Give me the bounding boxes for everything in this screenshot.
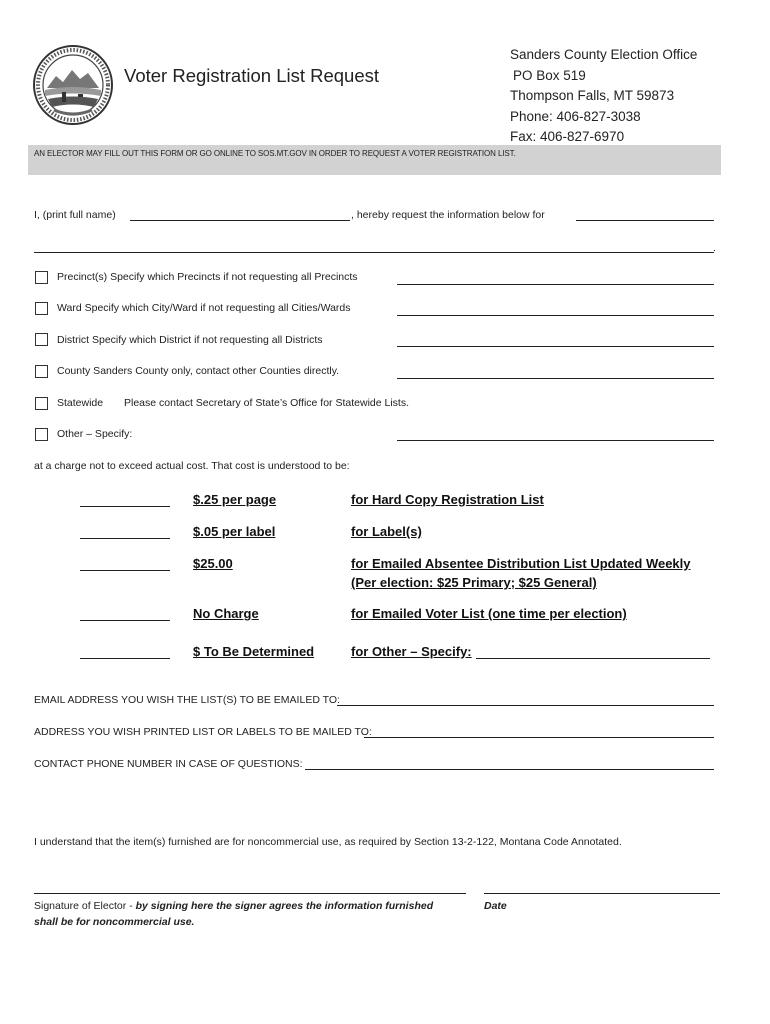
fee-voter-list-desc: for Emailed Voter List (one time per election) <box>351 606 627 621</box>
fee-absentee-price: $25.00 <box>193 556 233 571</box>
fee-other-desc: for Other – Specify: <box>351 644 472 659</box>
charge-statement: at a charge not to exceed actual cost. That cost is understood to be: <box>34 460 350 472</box>
date-label: Date <box>484 900 507 912</box>
fee-absentee-desc: for Emailed Absentee Distribution List Updated Weekly <box>351 556 691 571</box>
signature-label <box>34 900 433 912</box>
signature-label-text: Signature of Elector - <box>34 900 136 912</box>
fee-hard-copy-desc: for Hard Copy Registration List <box>351 492 544 507</box>
fee-absentee-qty-field[interactable] <box>80 570 170 571</box>
fee-hard-copy-qty-field[interactable] <box>80 506 170 507</box>
request-middle: , hereby request the information below for <box>351 209 545 221</box>
option-statewide-note: Please contact Secretary of State’s Office for Statewide Lists. <box>124 397 410 409</box>
checkbox-district[interactable] <box>35 333 48 346</box>
office-po-box: PO Box 519 <box>513 67 586 83</box>
email-label: EMAIL ADDRESS YOU WISH THE LIST(S) TO BE EMAILED TO: <box>34 694 340 706</box>
request-purpose-field[interactable] <box>576 220 714 221</box>
office-city: Thompson Falls, MT 59873 <box>510 88 675 103</box>
checkbox-county[interactable] <box>35 365 48 378</box>
signature-note-line-2: shall be for noncommercial use. <box>34 916 195 928</box>
precinct-specify-field[interactable] <box>397 284 714 285</box>
checkbox-precinct[interactable] <box>35 271 48 284</box>
request-end-mark: . <box>713 242 716 254</box>
office-phone: Phone: 406-827-3038 <box>510 108 641 124</box>
other-specify-field[interactable] <box>397 440 714 441</box>
option-precinct-label: Precinct(s) Specify which Precincts if not requesting all Precincts <box>57 271 358 283</box>
mailing-address-label: ADDRESS YOU WISH PRINTED LIST OR LABELS TO BE MAILED TO: <box>34 726 372 738</box>
form-title: Voter Registration List Request <box>124 65 380 86</box>
date-field[interactable] <box>484 893 720 894</box>
instruction-banner <box>28 145 721 175</box>
fee-absentee-desc-2: (Per election: $25 Primary; $25 General) <box>351 575 597 590</box>
fee-label-qty-field[interactable] <box>80 538 170 539</box>
checkbox-statewide[interactable] <box>35 397 48 410</box>
contact-phone-field[interactable] <box>305 769 714 770</box>
request-prefix: I, (print full name) <box>34 209 116 221</box>
option-other-label: Other – Specify: <box>57 428 133 440</box>
fee-label-price: $.05 per label <box>193 524 276 539</box>
office-fax: Fax: 406-827-6970 <box>510 129 625 144</box>
fee-label-desc: for Label(s) <box>351 524 422 539</box>
fee-other-specify-field[interactable] <box>476 658 710 659</box>
option-district-label: District Specify which District if not requesting all Districts <box>57 334 323 346</box>
instruction-banner-text: AN ELECTOR MAY FILL OUT THIS FORM OR GO ONLINE TO SOS.MT.GOV IN ORDER TO REQUEST A VOTER REGISTRATION LIST. <box>34 149 516 158</box>
fee-other-qty-field[interactable] <box>80 658 170 659</box>
county-specify-field[interactable] <box>397 378 714 379</box>
signature-note-line-1: by signing here the signer agrees the information furnished <box>135 900 434 912</box>
request-purpose-field-2[interactable] <box>34 252 714 253</box>
option-county-label: County Sanders County only, contact other Counties directly. <box>57 365 340 377</box>
district-specify-field[interactable] <box>397 346 714 347</box>
fee-voter-list-qty-field[interactable] <box>80 620 170 621</box>
office-name: Sanders County Election Office <box>510 47 698 62</box>
fee-other-price: $ To Be Determined <box>193 644 315 659</box>
fee-voter-list-price: No Charge <box>193 606 259 621</box>
mailing-address-field[interactable] <box>364 737 714 738</box>
noncommercial-statement: I understand that the item(s) furnished are for noncommercial use, as required by Section 13-2-122, Montana Code Annotated. <box>34 836 622 848</box>
contact-phone-label: CONTACT PHONE NUMBER IN CASE OF QUESTIONS: <box>34 758 303 770</box>
signature-field[interactable] <box>34 893 466 894</box>
full-name-field[interactable] <box>130 220 350 221</box>
email-field[interactable] <box>337 705 714 706</box>
checkbox-ward[interactable] <box>35 302 48 315</box>
montana-state-seal-icon <box>32 44 114 126</box>
option-statewide-label: Statewide <box>57 397 104 409</box>
ward-specify-field[interactable] <box>397 315 714 316</box>
option-ward-label: Ward Specify which City/Ward if not requesting all Cities/Wards <box>57 302 351 314</box>
checkbox-other[interactable] <box>35 428 48 441</box>
fee-hard-copy-price: $.25 per page <box>193 492 277 507</box>
office-address-block <box>510 45 697 148</box>
